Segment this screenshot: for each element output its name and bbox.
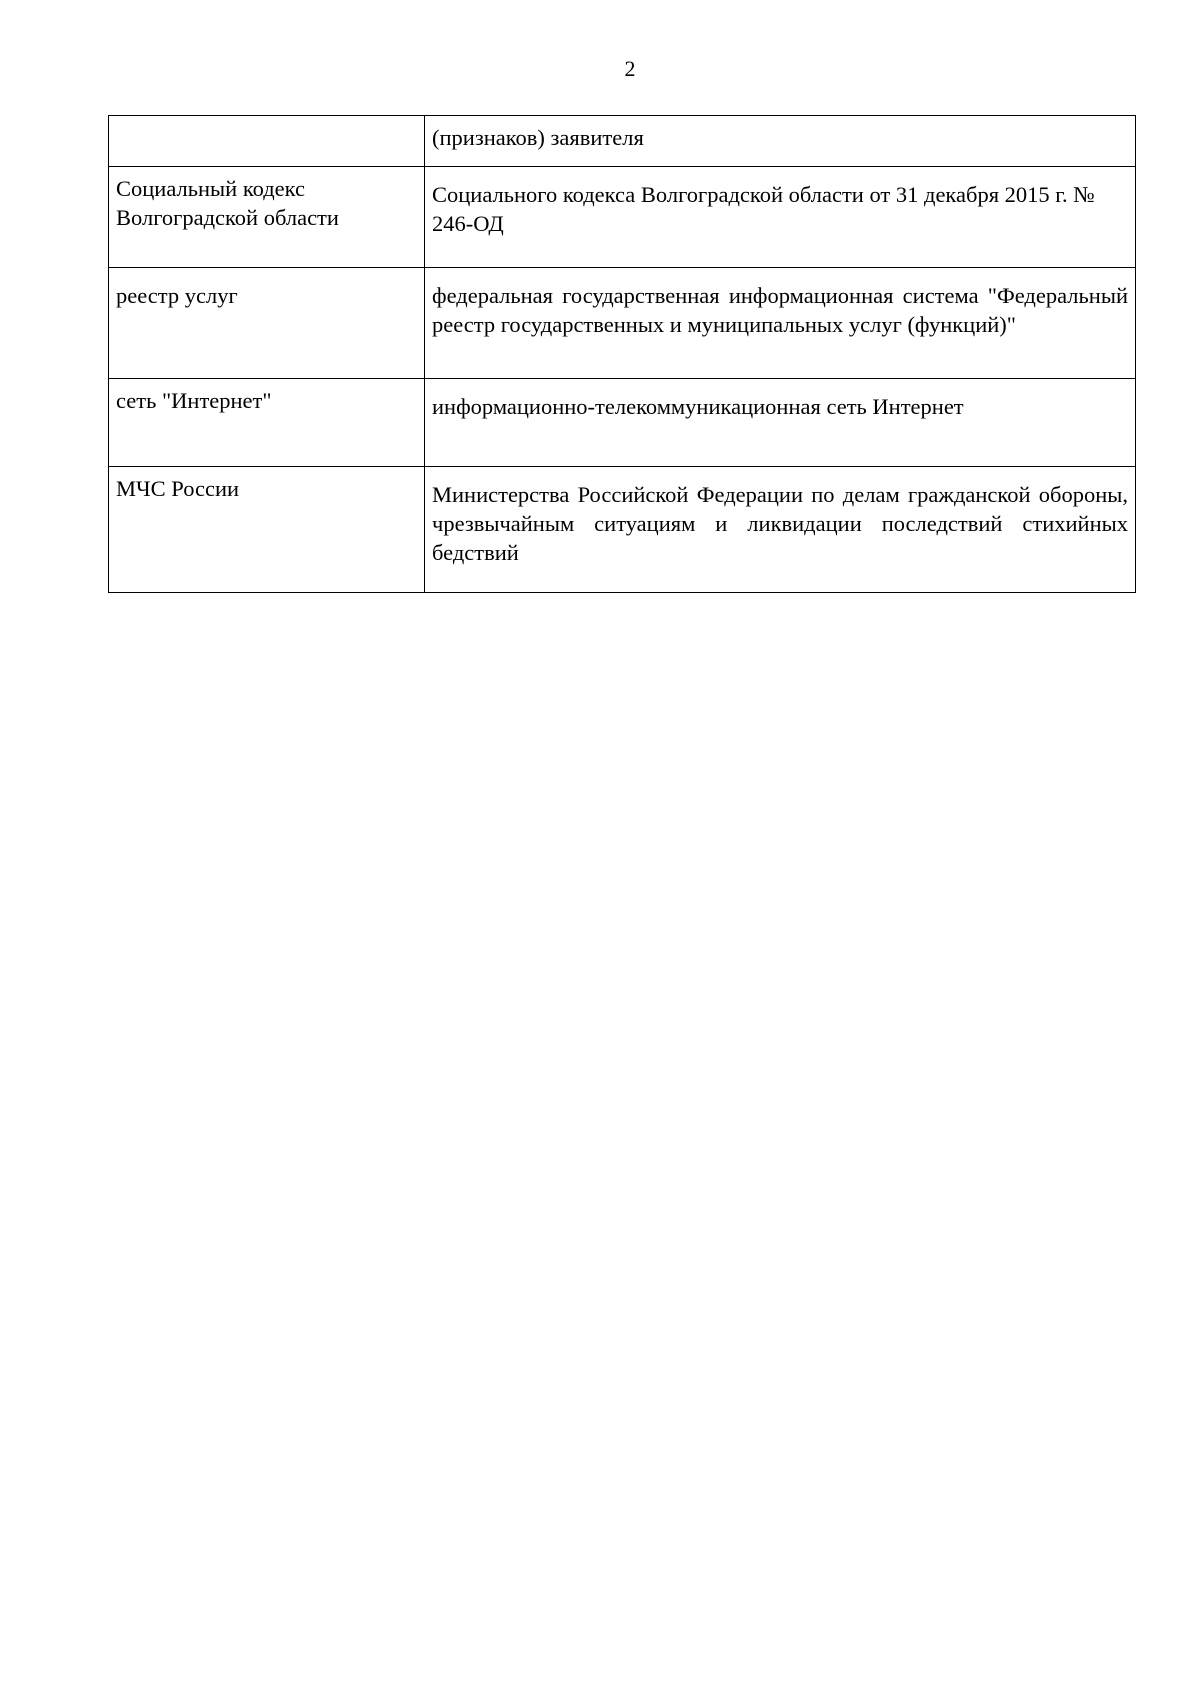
term-cell [109,379,425,467]
definition-cell [425,116,1136,167]
definition-cell [425,379,1136,467]
term-cell [109,268,425,379]
term-text: МЧС России [116,476,240,501]
term-cell [109,116,425,167]
definition-cell [425,268,1136,379]
definition-text: (признаков) заявителя [432,125,644,150]
page-number: 2 [624,56,636,81]
table-row [109,268,1136,379]
table-row [109,379,1136,467]
term-text: Социальный кодекс Волгоградской области [116,176,339,230]
term-cell [109,167,425,268]
table-row [109,116,1136,167]
definition-text: Министерства Российской Федерации по делам гражданской обороны, чрезвычайным ситуациям и ликвидации последствий стихийных бедствий [432,482,1128,565]
term-text: сеть "Интернет" [116,388,272,413]
definition-text: федеральная государственная информационная система "Федеральный реестр государственных и муниципальных услуг (функций)" [432,283,1128,337]
term-text: реестр услуг [116,283,238,308]
terms-table [108,115,1136,593]
definition-cell [425,167,1136,268]
table-row [109,467,1136,593]
definition-text: информационно-телекоммуникационная сеть Интернет [432,394,964,419]
definition-cell [425,467,1136,593]
term-cell [109,467,425,593]
definition-text: Социального кодекса Волгоградской области от 31 декабря 2015 г. № 246-ОД [432,182,1095,236]
table-row [109,167,1136,268]
